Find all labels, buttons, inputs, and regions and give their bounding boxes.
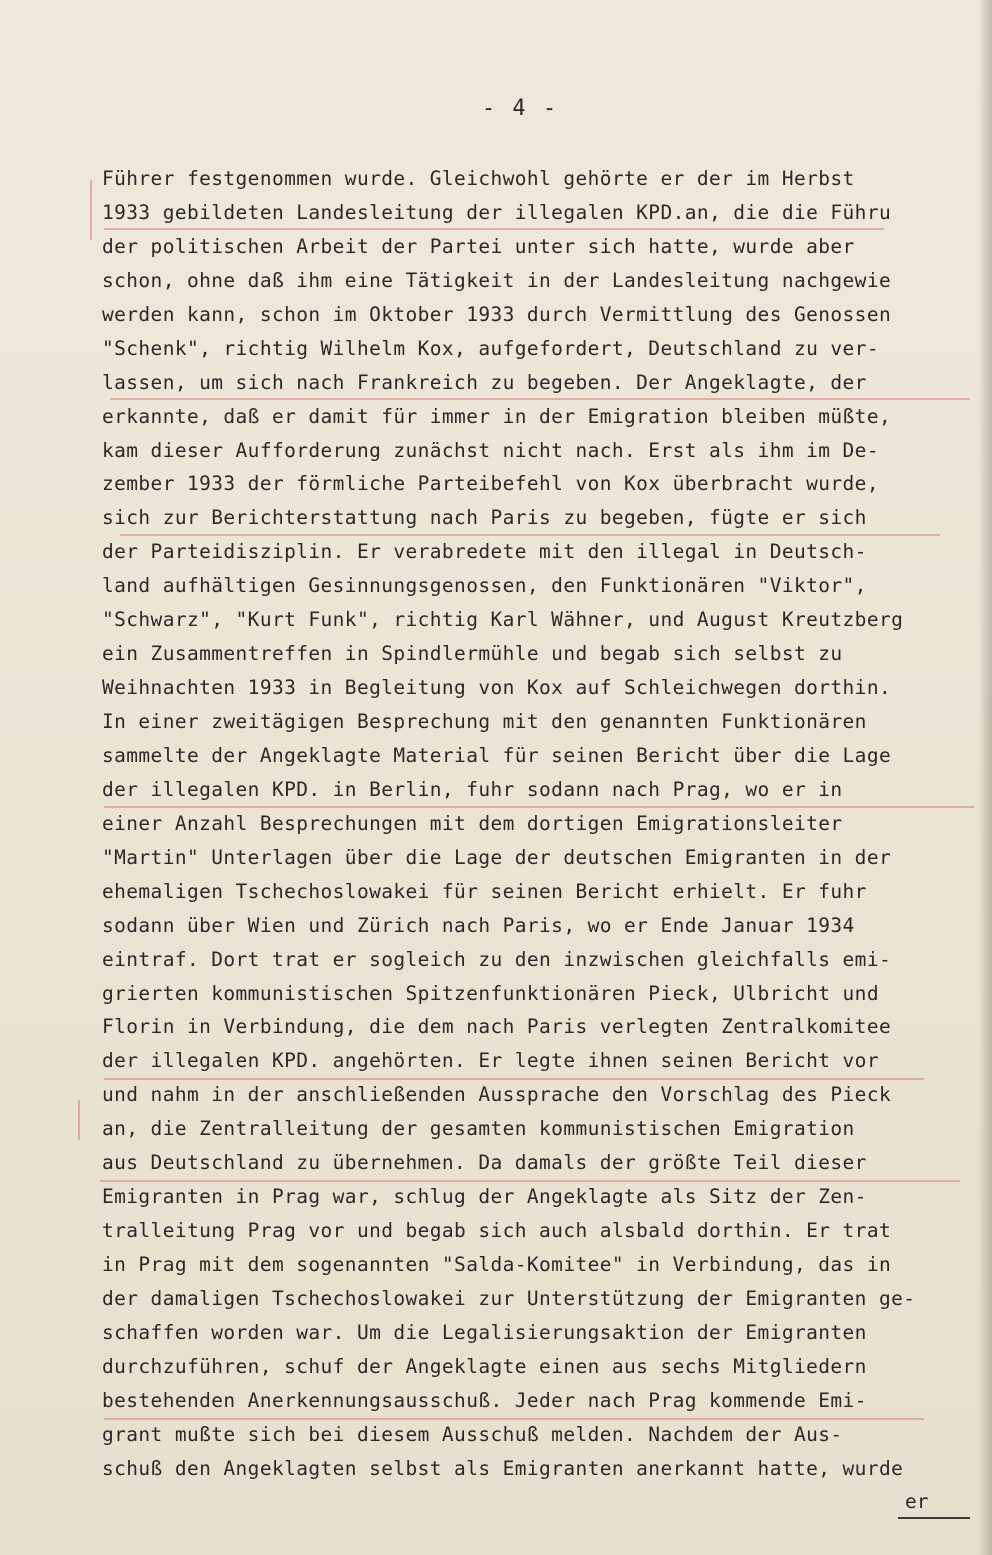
pencil-underline	[104, 228, 884, 230]
pencil-margin-mark	[90, 180, 92, 240]
text-line: erkannte, daß er damit für immer in der Emigration bleiben müßte,	[102, 404, 892, 428]
text-line: "Schenk", richtig Wilhelm Kox, aufgefordert, Deutschland zu ver-	[102, 336, 879, 360]
text-line: schuß den Angeklagten selbst als Emigranten anerkannt hatte, wurde	[102, 1456, 904, 1480]
text-line: schon, ohne daß ihm eine Tätigkeit in der Landesleitung nachgewie	[102, 268, 892, 292]
pencil-underline	[110, 398, 970, 400]
text-line: aus Deutschland zu übernehmen. Da damals der größte Teil dieser	[102, 1151, 867, 1175]
catchword-underline	[898, 1517, 970, 1519]
text-line: der politischen Arbeit der Partei unter sich hatte, wurde aber	[102, 234, 855, 258]
text-line: Florin in Verbindung, die dem nach Paris verlegten Zentralkomitee	[102, 1015, 892, 1039]
text-line: land aufhältigen Gesinnungsgenossen, den Funktionären "Viktor",	[102, 574, 867, 598]
pencil-underline	[120, 534, 940, 536]
text-line: "Schwarz", "Kurt Funk", richtig Karl Wähner, und August Kreutzberg	[102, 608, 904, 632]
text-line: Weihnachten 1933 in Begleitung von Kox auf Schleichwegen dorthin.	[102, 676, 892, 700]
text-line: 1933 gebildeten Landesleitung der illegalen KPD.an, die die Führu	[102, 200, 892, 224]
text-line: eintraf. Dort trat er sogleich zu den inzwischen gleichfalls emi-	[102, 947, 892, 971]
text-line: an, die Zentralleitung der gesamten kommunistischen Emigration	[102, 1117, 855, 1141]
text-line: durchzuführen, schuf der Angeklagte einen aus sechs Mitgliedern	[102, 1354, 867, 1378]
pencil-underline	[104, 1418, 924, 1420]
pencil-underline	[104, 806, 974, 808]
page-number: - 4 -	[481, 96, 559, 121]
text-line: der illegalen KPD. angehörten. Er legte ihnen seinen Bericht vor	[102, 1049, 879, 1073]
text-line: ehemaligen Tschechoslowakei für seinen Bericht erhielt. Er fuhr	[102, 879, 867, 903]
text-line: zember 1933 der förmliche Parteibefehl von Kox überbracht wurde,	[102, 472, 879, 496]
catchword: er	[905, 1490, 929, 1513]
text-line: bestehenden Anerkennungsausschuß. Jeder nach Prag kommende Emi-	[102, 1388, 867, 1412]
text-line: einer Anzahl Besprechungen mit dem dortigen Emigrationsleiter	[102, 811, 843, 835]
text-line: sich zur Berichterstattung nach Paris zu begeben, fügte er sich	[102, 506, 867, 530]
text-line: ein Zusammentreffen in Spindlermühle und begab sich selbst zu	[102, 642, 843, 666]
text-line: werden kann, schon im Oktober 1933 durch Vermittlung des Genossen	[102, 302, 892, 326]
pencil-underline	[100, 1180, 960, 1182]
text-line: sodann über Wien und Zürich nach Paris, wo er Ende Januar 1934	[102, 913, 855, 937]
text-line: der illegalen KPD. in Berlin, fuhr sodann nach Prag, wo er in	[102, 777, 843, 801]
text-line: schaffen worden war. Um die Legalisierungsaktion der Emigranten	[102, 1320, 867, 1344]
text-line: In einer zweitägigen Besprechung mit den genannten Funktionären	[102, 710, 867, 733]
body-text	[102, 162, 992, 1486]
text-line: Emigranten in Prag war, schlug der Angeklagte als Sitz der Zen-	[102, 1185, 867, 1209]
pencil-underline	[104, 1078, 924, 1080]
text-line: lassen, um sich nach Frankreich zu begeben. Der Angeklagte, der	[102, 370, 867, 394]
text-line: und nahm in der anschließenden Aussprache den Vorschlag des Pieck	[102, 1083, 892, 1107]
text-line: der damaligen Tschechoslowakei zur Unterstützung der Emigranten ge-	[102, 1286, 916, 1310]
text-line: grant mußte sich bei diesem Ausschuß melden. Nachdem der Aus-	[102, 1422, 843, 1446]
text-line: der Parteidisziplin. Er verabredete mit den illegal in Deutsch-	[102, 540, 867, 564]
text-line: sammelte der Angeklagte Material für seinen Bericht über die Lage	[102, 743, 892, 767]
text-line: grierten kommunistischen Spitzenfunktionären Pieck, Ulbricht und	[102, 981, 879, 1005]
text-line: tralleitung Prag vor und begab sich auch alsbald dorthin. Er trat	[102, 1219, 892, 1243]
text-line: in Prag mit dem sogenannten "Salda-Komitee" in Verbindung, das in	[102, 1253, 892, 1276]
text-line: kam dieser Aufforderung zunächst nicht nach. Erst als ihm im De-	[102, 438, 879, 462]
pencil-margin-mark	[78, 1100, 80, 1140]
text-line: Führer festgenommen wurde. Gleichwohl gehörte er der im Herbst	[102, 167, 855, 190]
text-line: "Martin" Unterlagen über die Lage der deutschen Emigranten in der	[102, 845, 892, 869]
